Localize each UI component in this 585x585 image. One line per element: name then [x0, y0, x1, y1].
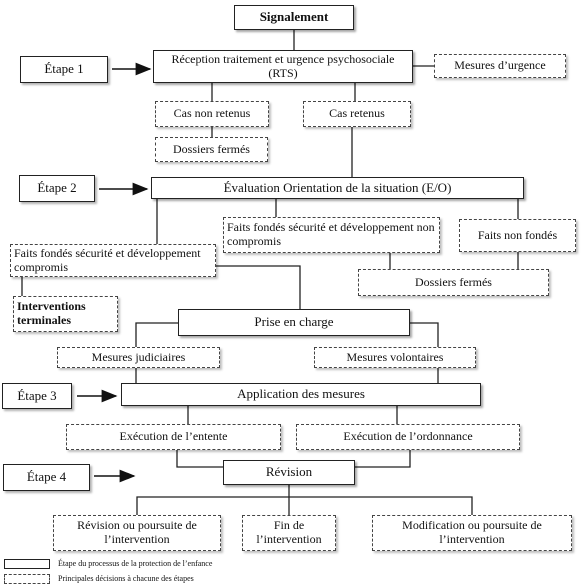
interventions-terminales-box: Interventions terminales [13, 296, 118, 332]
dossiers-fermes-box-2: Dossiers fermés [358, 269, 549, 296]
connector-compromis-prise [215, 266, 300, 309]
legend-dashed-label: Principales décisions à chacune des étapes [58, 574, 194, 583]
stage-label-1: Étape 1 [20, 56, 108, 83]
revision-poursuite-box: Révision ou poursuite de l’intervention [53, 515, 221, 551]
application-mesures-box: Application des mesures [121, 383, 481, 406]
legend-solid-swatch [4, 559, 50, 569]
faits-non-compromis-box: Faits fondés sécurité et développement non compromis [223, 217, 440, 253]
stage-label-4: Étape 4 [3, 464, 90, 491]
prise-en-charge-box: Prise en charge [178, 309, 410, 336]
reception-box: Réception traitement et urgence psychosociale (RTS) [153, 50, 413, 83]
connector-revision-outcomes [137, 497, 472, 515]
mesures-judiciaires-box: Mesures judiciaires [57, 347, 220, 368]
mesures-urgence-box: Mesures d’urgence [434, 54, 566, 78]
connector-prise-volontaires [410, 323, 438, 347]
cas-non-retenus-box: Cas non retenus [155, 101, 269, 127]
stage-label-2: Étape 2 [19, 175, 95, 202]
connector-ordonnance-revision [355, 450, 410, 467]
cas-retenus-box: Cas retenus [303, 101, 411, 127]
execution-entente-box: Exécution de l’entente [66, 424, 281, 450]
signalement-box: Signalement [234, 5, 354, 30]
legend-dashed-swatch [4, 574, 50, 584]
dossiers-fermes-box-1: Dossiers fermés [155, 137, 268, 162]
revision-box: Révision [223, 460, 355, 485]
evaluation-box: Évaluation Orientation de la situation (E/O) [151, 177, 524, 199]
modification-poursuite-box: Modification ou poursuite de l’intervention [372, 515, 572, 551]
execution-ordonnance-box: Exécution de l’ordonnance [296, 424, 520, 450]
fin-intervention-box: Fin de l’intervention [242, 515, 336, 551]
stage-label-3: Étape 3 [2, 383, 72, 409]
connector-prise-judiciaires [136, 323, 178, 347]
mesures-volontaires-box: Mesures volontaires [314, 347, 476, 368]
faits-compromis-box: Faits fondés sécurité et développement compromis [10, 244, 216, 277]
legend-solid-label: Étape du processus de la protection de l’enfance [58, 559, 213, 568]
connector-entente-revision [177, 450, 223, 467]
faits-non-fondes-box: Faits non fondés [459, 219, 576, 252]
